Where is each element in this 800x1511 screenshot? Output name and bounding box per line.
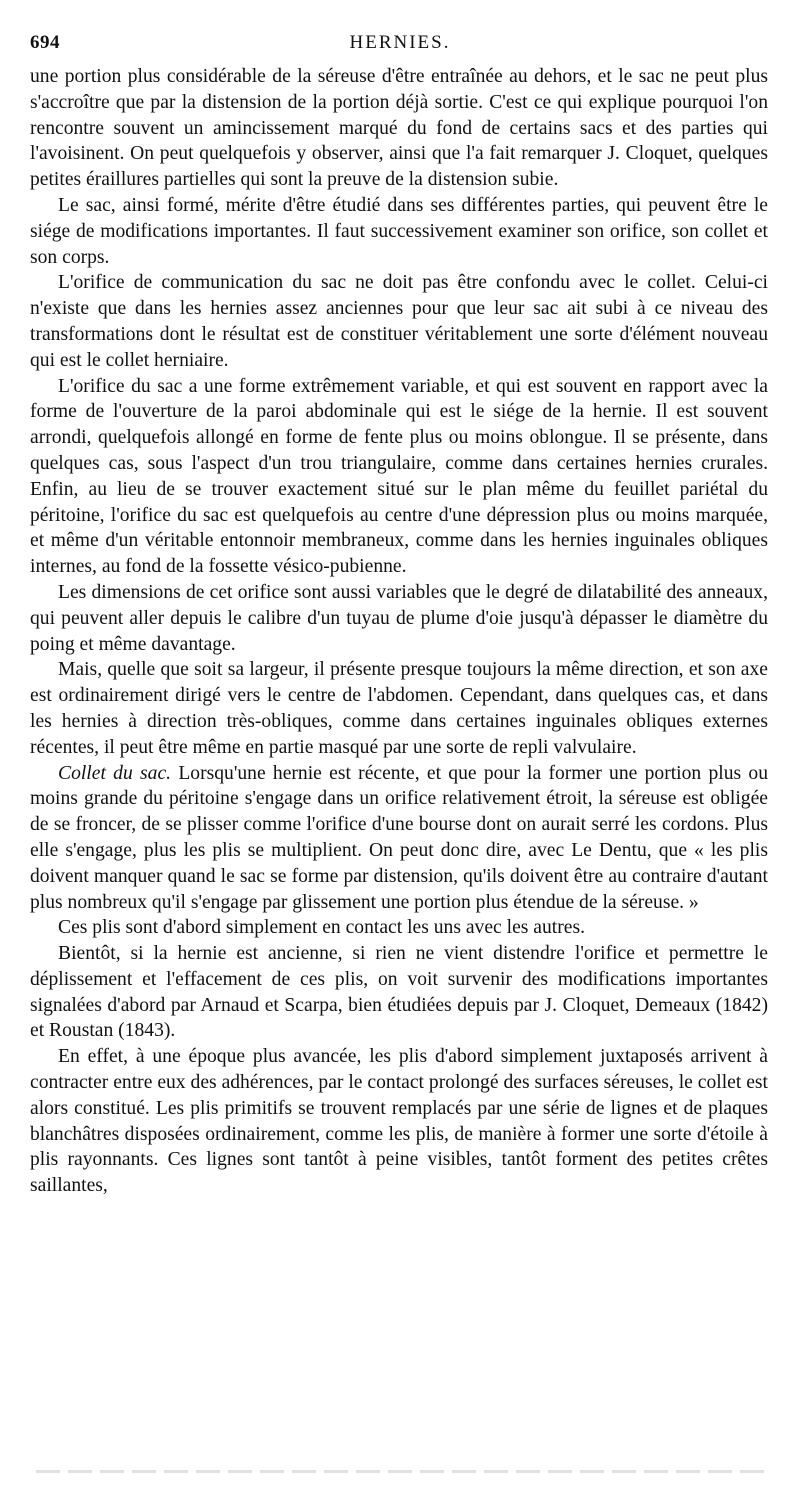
paragraph: Ces plis sont d'abord simplement en contact les uns avec les autres. bbox=[58, 917, 585, 939]
paragraph-collet-du-sac bbox=[30, 761, 768, 916]
bleed-through-line bbox=[36, 1470, 764, 1473]
running-head: HERNIES. bbox=[349, 32, 451, 53]
paragraph: Le sac, ainsi formé, mérite d'être étudié dans ses différentes parties, qui peuvent être le siége de modifications importantes. Il faut successivement examiner son orifice, son collet et son corps. bbox=[30, 194, 768, 268]
paragraph: L'orifice du sac a une forme extrêmement variable, et qui est souvent en rapport avec la forme de l'ouverture de la paroi abdominale qui est le siége de la hernie. Il est souvent arrondi, quelquefois allongé en forme de fente plus ou moins oblongue. Il se présente, dans quelques cas, sous l'aspect d'un trou triangulaire, comme dans certaines hernies crurales. Enfin, au lieu de se trouver exactement situé sur le plan même du feuillet pariétal du péritoine, l'orifice du sac est quelquefois au centre d'une dépression plus ou moins marquée, et même d'un véritable entonnoir membraneux, comme dans les hernies inguinales obliques internes, au fond de la fossette vésico-pubienne. bbox=[30, 375, 768, 578]
paragraph: L'orifice de communication du sac ne doit pas être confondu avec le collet. Celui-ci n'existe que dans les hernies assez anciennes pour que leur sac ait subi à ce niveau des transformations dont le résultat est de constituer véritablement une sorte d'élément nouveau qui est le collet herniaire. bbox=[30, 272, 768, 371]
paragraph: Les dimensions de cet orifice sont aussi variables que le degré de dilatabilité des anneaux, qui peuvent aller depuis le calibre d'un tuyau de plume d'oie jusqu'à dépasser le diamètre du poing et même davantage. bbox=[30, 581, 768, 655]
paragraph: Bientôt, si la hernie est ancienne, si rien ne vient distendre l'orifice et permettre le déplissement et l'effacement de ces plis, on voit survenir des modifications importantes signalées d'abord par Arnaud et Scarpa, bien étudiées depuis par J. Cloquet, Demeaux (1842) et Roustan (1843). bbox=[30, 943, 768, 1042]
paragraph: une portion plus considérable de la séreuse d'être entraînée au dehors, et le sac ne peut plus s'accroître que par la distension de la portion déjà sortie. C'est ce qui explique pourquoi l'on rencontre souvent un amincissement marqué du fond de certains sacs et des parties qui l'avoisinent. On peut quelquefois y observer, ainsi que l'a fait remarquer J. Cloquet, quelques petites éraillures partielles qui sont la preuve de la distension subie. bbox=[30, 66, 768, 191]
paragraph: Mais, quelle que soit sa largeur, il présente presque toujours la même direction, et son axe est ordinairement dirigé vers le centre de l'abdomen. Cependant, dans quelques cas, et dans les hernies à direction très-obliques, comme dans certaines inguinales obliques externes récentes, il peut être même en partie masqué par une sorte de repli valvulaire. bbox=[30, 659, 768, 758]
section-subhead: Collet du sac. bbox=[58, 762, 172, 784]
page-header bbox=[30, 28, 770, 58]
paragraph: En effet, à une époque plus avancée, les plis d'abord simplement juxtaposés arrivent à contracter entre eux des adhérences, par le contact prolongé des surfaces séreuses, le collet est alors constitué. Les plis primitifs se trouvent remplacés par une série de lignes et de plaques blanchâtres disposées ordinairement, comme les plis, de manière à former une sorte d'étoile à plis rayonnants. Ces lignes sont tantôt à peine visibles, tantôt forment des petites crêtes saillantes, bbox=[30, 1046, 768, 1197]
page-number: 694 bbox=[30, 32, 60, 53]
paragraph-text: Lorsqu'une hernie est récente, et que pour la former une portion plus ou moins grande du péritoine s'engage dans un orifice relativement étroit, la séreuse est obligée de se froncer, de se plisser comme l'orifice d'une bourse dont on aurait serré les cordons. Plus elle s'engage, plus les plis se multiplient. On peut donc dire, avec Le Dentu, que « les plis doivent manquer quand le sac se forme par distension, qu'ils doivent être au contraire d'autant plus nombreux qu'il s'engage par glissement une portion plus étendue de la séreuse. » bbox=[30, 762, 768, 913]
body-text bbox=[30, 64, 768, 1199]
